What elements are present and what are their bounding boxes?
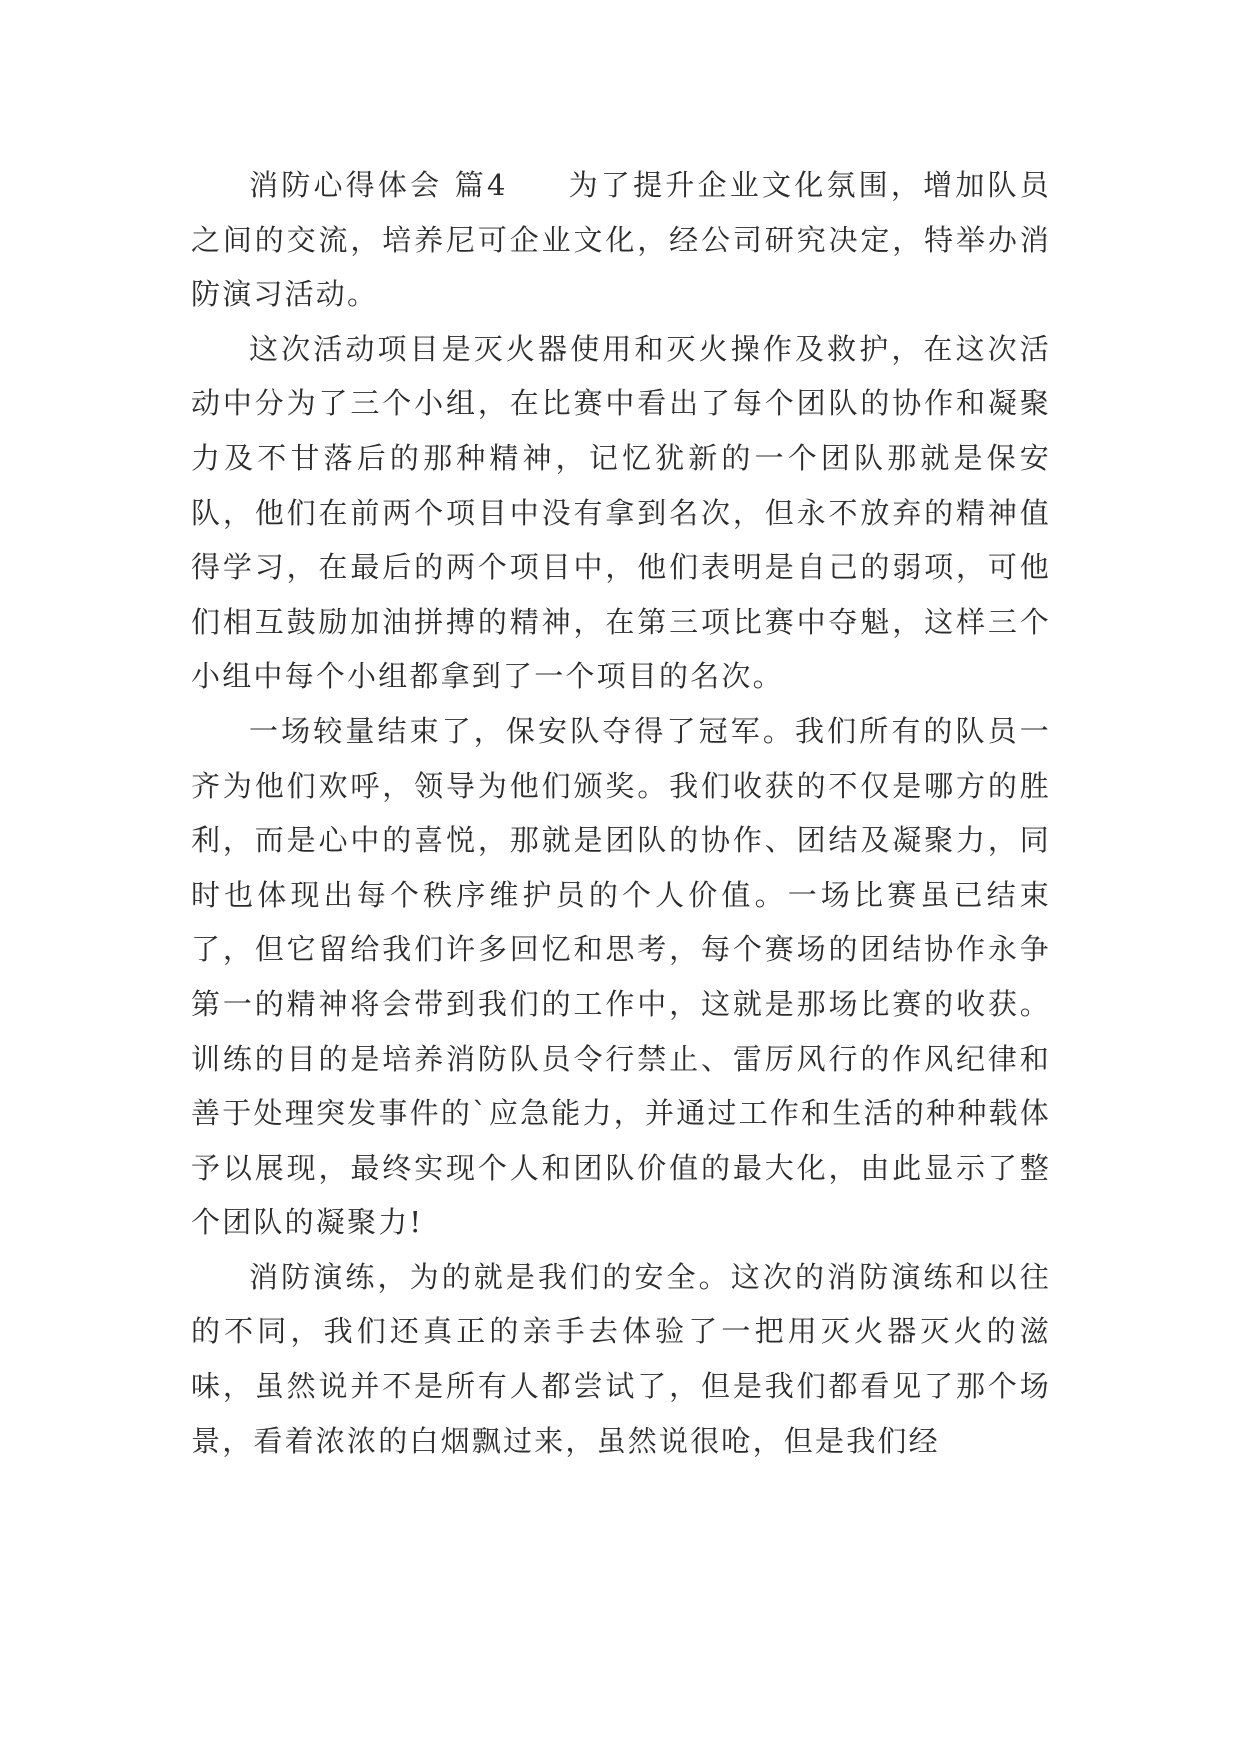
paragraph-3: 一场较量结束了，保安队夺得了冠军。我们所有的队员一齐为他们欢呼，领导为他们颁奖。我们收获的不仅是哪方的胜利，而是心中的喜悦，那就是团队的协作、团结及凝聚力，同时也体现出每个秩序维护员的个人价值。一场比赛虽已结束了，但它留给我们许多回忆和思考，每个赛场的团结协作永争第一的精神将会带到我们的工作中，这就是那场比赛的收获。训练的目的是培养消防队员令行禁止、雷厉风行的作风纪律和善于处理突发事件的`应急能力，并通过工作和生活的种种载体予以展现，最终实现个人和团队价值的最大化，由此显示了整个团队的凝聚力! <box>191 713 1051 1240</box>
document-body <box>191 158 1051 1468</box>
paragraph-1-text: 为了提升企业文化氛围，增加队员之间的交流，培养尼可企业文化，经公司研究决定，特举办消防演习活动。 <box>191 168 1051 312</box>
section-heading: 消防心得体会 篇4 <box>249 168 508 202</box>
paragraph-4: 消防演练，为的就是我们的安全。这次的消防演练和以往的不同，我们还真正的亲手去体验了一把用灭火器灭火的滋味，虽然说并不是所有人都尝试了，但是我们都看见了那个场景，看着浓浓的白烟飘过来，虽然说很呛，但是我们经 <box>191 1259 1051 1458</box>
paragraph-1 <box>191 158 1051 322</box>
paragraph-2: 这次活动项目是灭火器使用和灭火操作及救护，在这次活动中分为了三个小组，在比赛中看出了每个团队的协作和凝聚力及不甘落后的那种精神，记忆犹新的一个团队那就是保安队，他们在前两个项目中没有拿到名次，但永不放弃的精神值得学习，在最后的两个项目中，他们表明是自己的弱项，可他们相互鼓励加油拼搏的精神，在第三项比赛中夺魁，这样三个小组中每个小组都拿到了一个项目的名次。 <box>191 331 1051 694</box>
